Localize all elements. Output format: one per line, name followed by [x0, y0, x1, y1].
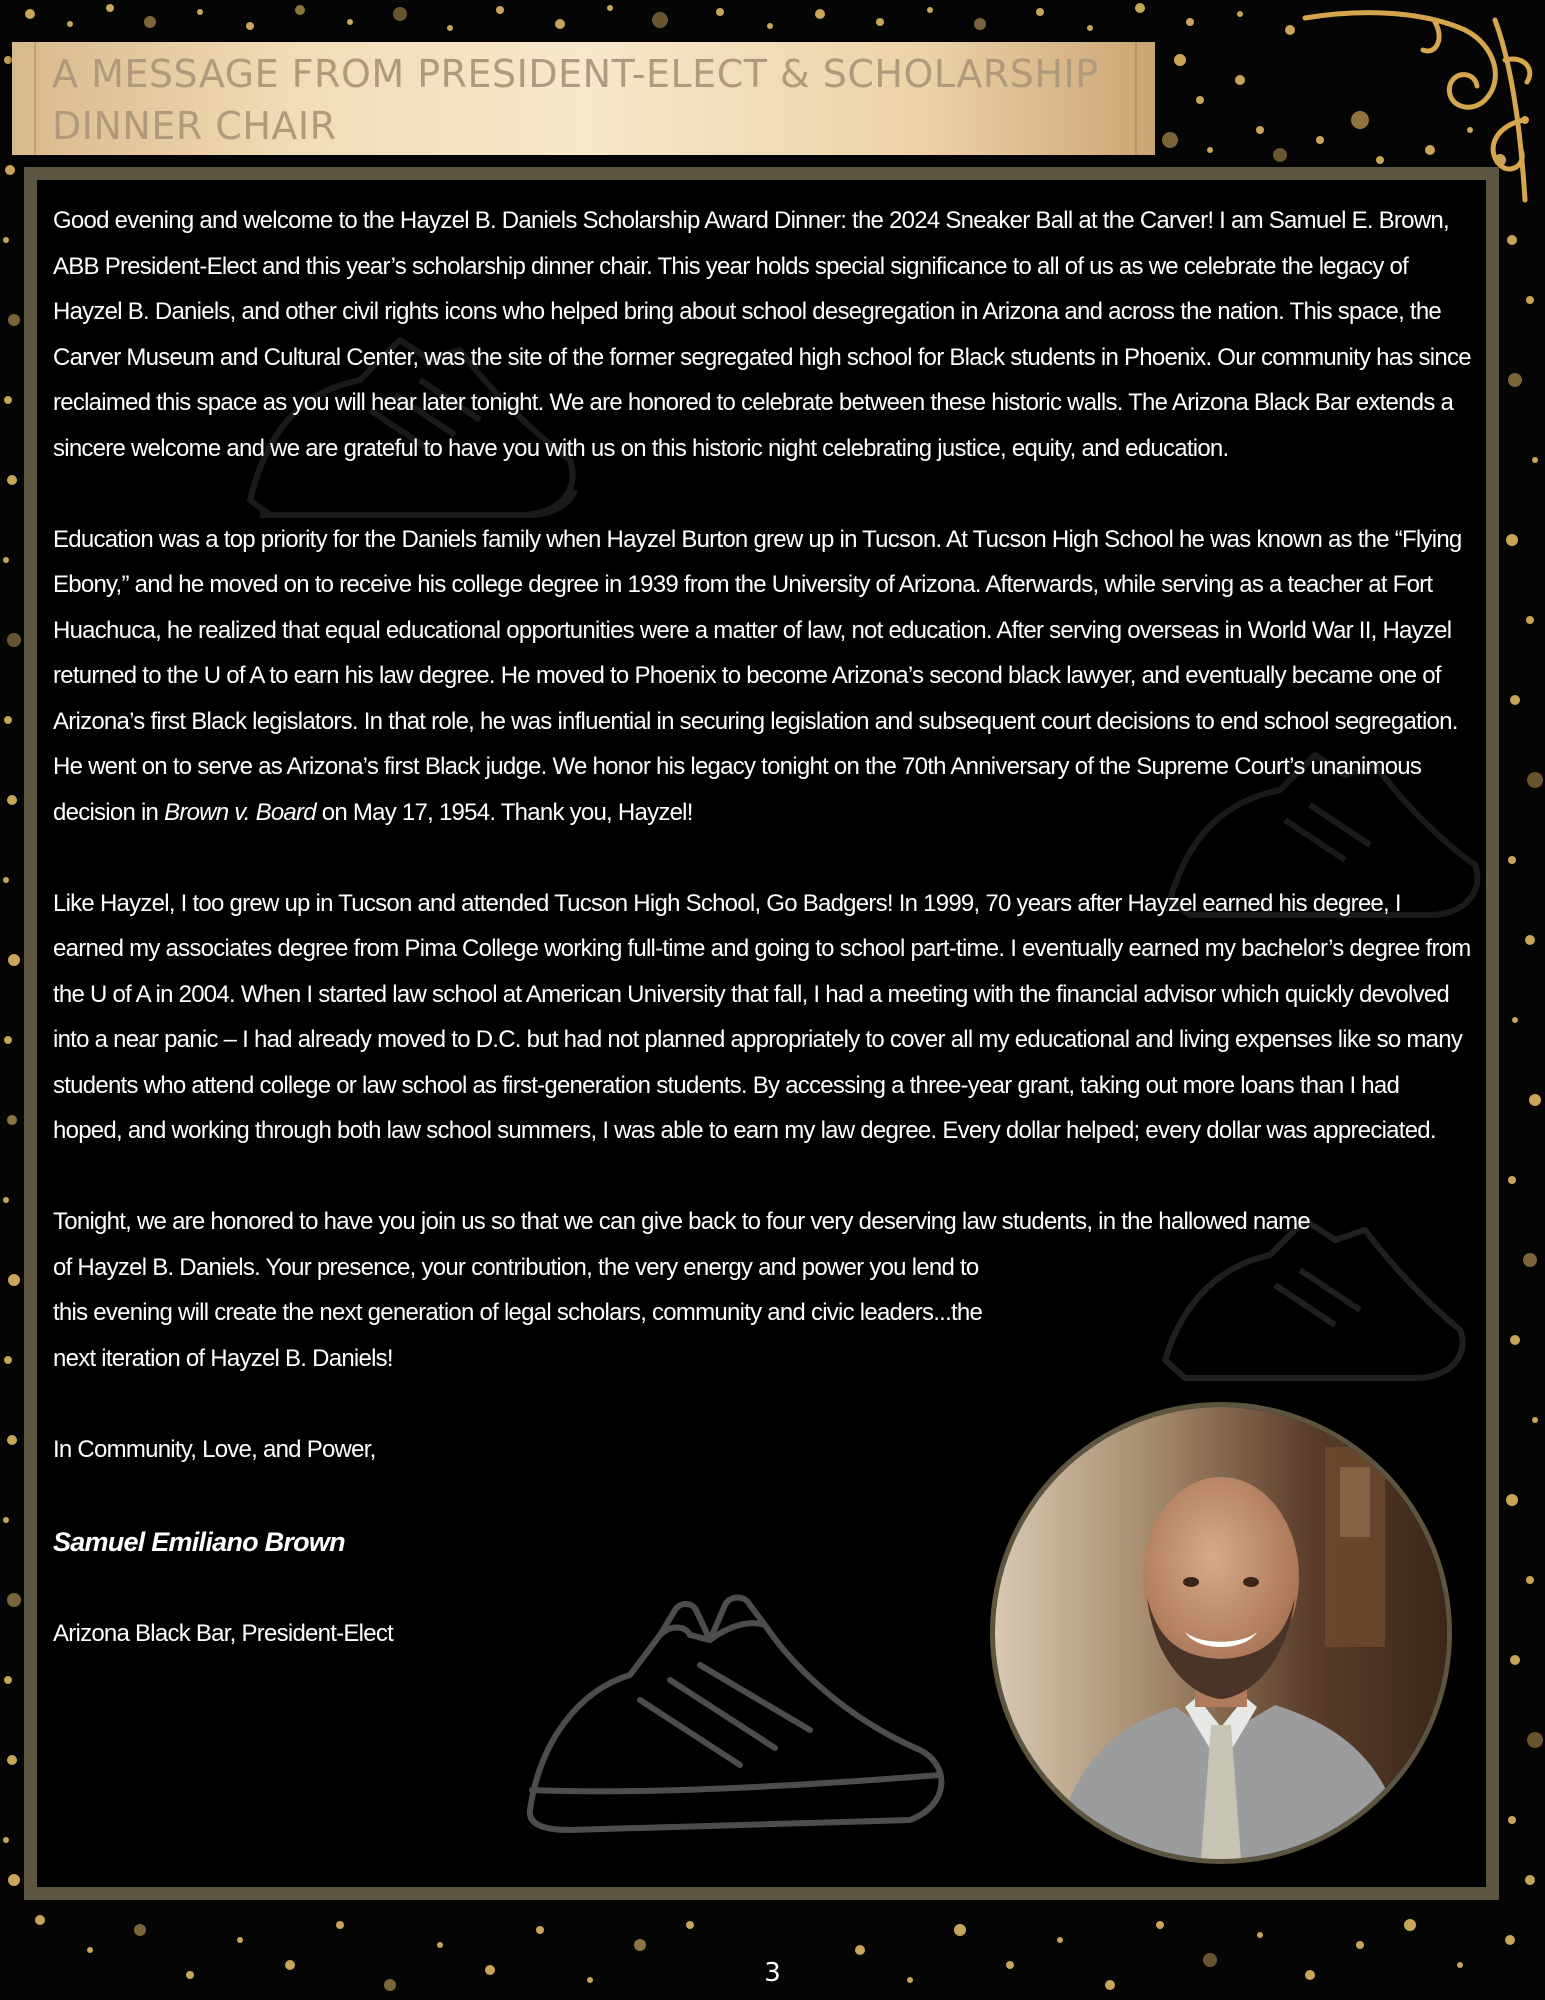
page-number: 3: [764, 1958, 781, 1988]
title-banner: [12, 42, 1155, 155]
signature-name: Samuel Emiliano Brown: [53, 1526, 345, 1557]
tonight-rest: of Hayzel B. Daniels. Your presence, your contribution, the very energy and power you lend to this evening will create the next generation of legal scholars, community and civic leaders...the next iteration of Hayzel B. Daniels!: [53, 1253, 983, 1372]
letter-paragraph-tonight: [53, 1199, 1473, 1381]
portrait-photo: [990, 1402, 1452, 1864]
tonight-first-line: Tonight, we are honored to have you join us so that we can give back to four very deserving law students, in the hallowed name: [53, 1208, 1310, 1235]
signature-title: Arizona Black Bar, President-Elect: [53, 1620, 393, 1647]
page-title: A MESSAGE FROM PRESIDENT-ELECT & SCHOLARSHIP DINNER CHAIR: [52, 52, 1099, 148]
history-text-before: Education was a top priority for the Daniels family when Hayzel Burton grew up in Tucson. At Tucson High School he was known as the “Flying Ebony,” and he moved on to receive his college degree in 1939 from the University of Arizona. Afterwards, while serving as a teacher at Fort Huachuca, he realized that equal educational opportunities were a matter of law, not education. After serving overseas in World War II, Hayzel returned to the U of A to earn his law degree. He moved to Phoenix to become Arizona’s second black lawyer, and eventually became one of Arizona’s first Black legislators. In that role, he was influential in securing legislation and subsequent court decisions to end school segregation. He went on to serve as Arizona’s first Black judge. We honor his legacy tonight on the 70th Anniversary of the Supreme Court’s unanimous decision in: [53, 525, 1462, 826]
letter-paragraph-welcome: Good evening and welcome to the Hayzel B. Daniels Scholarship Award Dinner: the 2024 Sneaker Ball at the Carver! I am Samuel E. Brown, ABB President-Elect and this year’s scholarship dinner chair. This year holds special significance to all of us as we celebrate the legacy of Hayzel B. Daniels, and other civil rights icons who helped bring about school desegregation in Arizona and across the nation. This space, the Carver Museum and Cultural Center, was the site of the former segregated high school for Black students in Phoenix. Our community has since reclaimed this space as you will hear later tonight. We are honored to celebrate between these historic walls. The Arizona Black Bar extends a sincere welcome and we are grateful to have you with us on this historic night celebrating justice, equity, and education.: [53, 207, 1471, 462]
letter-paragraph-history: [53, 517, 1473, 836]
closing-line: In Community, Love, and Power,: [53, 1435, 376, 1463]
case-name-brown-v-board: Brown v. Board: [164, 798, 316, 826]
history-text-after: on May 17, 1954. Thank you, Hayzel!: [315, 798, 693, 826]
letter-paragraph-personal: Like Hayzel, I too grew up in Tucson and attended Tucson High School, Go Badgers! In 1999, 70 years after Hayzel earned his degree, I earned my associates degree from Pima College working full-time and going to school part-time. I eventually earned my bachelor’s degree from the U of A in 2004. When I started law school at American University that fall, I had a meeting with the financial advisor which quickly devolved into a near panic – I had already moved to D.C. but had not planned appropriately to cover all my educational and living expenses like so many students who attend college or law school as first-generation students. By accessing a three-year grant, taking out more loans than I had hoped, and working through both law school summers, I was able to earn my law degree. Every dollar helped; every dollar was appreciated.: [53, 889, 1471, 1144]
portrait-photo-samuel-brown-icon: [995, 1407, 1447, 1859]
